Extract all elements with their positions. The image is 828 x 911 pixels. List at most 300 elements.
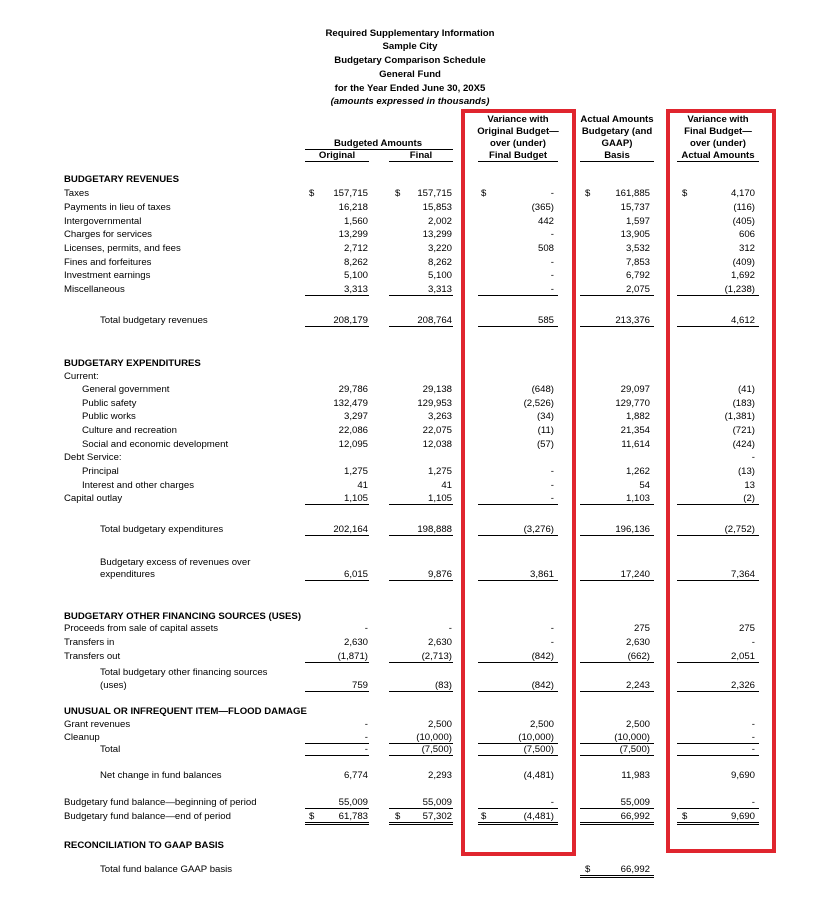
amount-cell: 13,299 [338, 229, 368, 240]
row-label: Grant revenues [64, 719, 131, 730]
table-cell [580, 216, 654, 227]
amount-cell: - [550, 229, 554, 240]
table-cell [305, 719, 369, 730]
table-cell [580, 202, 654, 213]
row-label: Miscellaneous [64, 284, 125, 295]
table-cell [305, 202, 369, 213]
row-label: Proceeds from sale of capital assets [64, 623, 219, 634]
actual-header-line: Basis [580, 150, 654, 162]
variance-final-header-line: Variance with [687, 114, 749, 125]
table-cell [305, 680, 369, 692]
currency-symbol: $ [309, 811, 315, 822]
amount-cell: (2,752) [724, 524, 755, 535]
table-cell [580, 680, 654, 692]
table-cell [389, 284, 453, 296]
table-cell [305, 243, 369, 254]
amount-cell: 15,853 [422, 202, 452, 213]
amount-cell: 55,009 [422, 797, 452, 808]
table-cell [305, 770, 369, 781]
section-heading: BUDGETARY OTHER FINANCING SOURCES (USES) [64, 611, 302, 622]
table-cell [305, 569, 369, 581]
amount-cell: 9,876 [427, 569, 452, 580]
amount-cell: 198,888 [417, 524, 452, 535]
actual-header-line: GAAP) [601, 138, 633, 149]
currency-symbol: $ [395, 811, 401, 822]
amount-cell: 2,293 [427, 770, 452, 781]
amount-cell: 22,086 [338, 425, 368, 436]
amount-cell: 1,105 [427, 493, 452, 504]
amount-cell: (2,526) [523, 398, 554, 409]
amount-cell: 29,138 [422, 384, 452, 395]
row-label: Transfers out [64, 651, 121, 662]
table-cell [389, 732, 453, 744]
amount-cell: 129,770 [615, 398, 650, 409]
table-cell [580, 270, 654, 281]
table-cell [389, 384, 453, 395]
table-cell [389, 493, 453, 505]
original-header: Original [305, 150, 369, 162]
table-cell [305, 411, 369, 422]
row-label: Taxes [64, 188, 90, 199]
currency-symbol: $ [481, 188, 487, 199]
amount-cell: 202,164 [333, 524, 368, 535]
amount-cell: (365) [531, 202, 554, 213]
row-label: Investment earnings [64, 270, 151, 281]
amount-cell: 132,479 [333, 398, 368, 409]
amount-cell: 2,630 [343, 637, 368, 648]
table-cell [389, 243, 453, 254]
table-cell [389, 480, 453, 491]
amount-cell: - [448, 623, 452, 634]
table-cell [389, 719, 453, 730]
table-cell [305, 384, 369, 395]
amount-cell: 2,630 [625, 637, 650, 648]
amount-cell: 3,263 [427, 411, 452, 422]
amount-cell: - [364, 744, 368, 755]
report-title-line: Required Supplementary Information [325, 28, 495, 39]
amount-cell: 6,015 [343, 569, 368, 580]
table-cell [580, 569, 654, 581]
amount-cell: 17,240 [620, 569, 650, 580]
amount-cell: 61,783 [338, 811, 368, 822]
table-cell [305, 811, 369, 825]
section-heading: RECONCILIATION TO GAAP BASIS [64, 840, 224, 851]
amount-cell: (648) [531, 384, 554, 395]
amount-cell: - [550, 188, 554, 199]
currency-symbol: $ [585, 188, 591, 199]
amount-cell: (10,000) [518, 732, 554, 743]
report-title-line: for the Year Ended June 30, 20X5 [334, 83, 486, 94]
amount-cell: 16,218 [338, 202, 368, 213]
table-cell [389, 411, 453, 422]
amount-cell: 606 [738, 229, 755, 240]
amount-cell: 22,075 [422, 425, 452, 436]
amount-cell: 1,560 [343, 216, 368, 227]
amount-cell: 2,500 [625, 719, 650, 730]
row-label: Capital outlay [64, 493, 123, 504]
table-cell [677, 864, 759, 875]
amount-cell: 275 [738, 623, 755, 634]
variance-final-header-line: over (under) [690, 138, 746, 149]
amount-cell: (721) [732, 425, 755, 436]
amount-cell: - [550, 270, 554, 281]
amount-cell: 161,885 [615, 188, 650, 199]
table-cell [305, 466, 369, 477]
amount-cell: - [550, 797, 554, 808]
amount-cell: 55,009 [620, 797, 650, 808]
table-cell [305, 216, 369, 227]
amount-cell: (83) [434, 680, 452, 691]
amount-cell: (842) [531, 651, 554, 662]
amount-cell: (41) [737, 384, 755, 395]
table-cell [305, 229, 369, 240]
amount-cell: (3,276) [523, 524, 554, 535]
amount-cell: (4,481) [523, 770, 554, 781]
variance-original-header-line: Final Budget [478, 150, 558, 162]
currency-symbol: $ [481, 811, 487, 822]
amount-cell: 3,313 [343, 284, 368, 295]
row-label: Intergovernmental [64, 216, 142, 227]
amount-cell: 275 [633, 623, 650, 634]
table-cell [389, 569, 453, 581]
row-label: Current: [64, 371, 99, 382]
table-cell [305, 651, 369, 663]
variance-original-header-line: over (under) [490, 138, 546, 149]
row-label: Public works [82, 411, 136, 422]
table-cell [580, 732, 654, 744]
row-label: expenditures [100, 569, 155, 580]
amount-cell: (34) [536, 411, 554, 422]
amount-cell: 12,038 [422, 439, 452, 450]
table-cell [580, 480, 654, 491]
table-cell [305, 284, 369, 296]
table-cell [305, 398, 369, 409]
currency-symbol: $ [682, 188, 688, 199]
amount-cell: 66,992 [620, 811, 650, 822]
row-label: Net change in fund balances [100, 770, 222, 781]
row-label: Total fund balance GAAP basis [100, 864, 233, 875]
table-cell [305, 637, 369, 648]
amount-cell: - [364, 623, 368, 634]
amount-cell: - [751, 732, 755, 743]
table-cell [389, 398, 453, 409]
amount-cell: 196,136 [615, 524, 650, 535]
amount-cell: - [550, 480, 554, 491]
amount-cell: 157,715 [417, 188, 452, 199]
amount-cell: 157,715 [333, 188, 368, 199]
budgeted-amounts-header: Budgeted Amounts [333, 138, 423, 149]
report-title-line: Budgetary Comparison Schedule [334, 55, 486, 66]
amount-cell: 8,262 [427, 257, 452, 268]
row-label: Payments in lieu of taxes [64, 202, 171, 213]
amount-cell: - [550, 623, 554, 634]
amount-cell: 759 [351, 680, 368, 691]
table-cell [580, 744, 654, 756]
amount-cell: 57,302 [422, 811, 452, 822]
row-label: Interest and other charges [82, 480, 194, 491]
amount-cell: 29,097 [620, 384, 650, 395]
amount-cell: 2,712 [343, 243, 368, 254]
table-cell [389, 797, 453, 809]
amount-cell: - [550, 466, 554, 477]
row-label: Budgetary fund balance—end of period [64, 811, 231, 822]
row-label: Principal [82, 466, 119, 477]
table-cell [580, 623, 654, 634]
amount-cell: 2,051 [730, 651, 755, 662]
report-title-line: General Fund [379, 69, 441, 80]
table-cell [389, 425, 453, 436]
amount-cell: (7,500) [523, 744, 554, 755]
row-label: Public safety [82, 398, 137, 409]
table-cell [580, 315, 654, 327]
amount-cell: (10,000) [614, 732, 650, 743]
amount-cell: 508 [537, 243, 554, 254]
amount-cell: 5,100 [343, 270, 368, 281]
table-cell [580, 452, 654, 463]
table-cell [580, 466, 654, 477]
amount-cell: (2) [743, 493, 755, 504]
amount-cell: 1,882 [625, 411, 650, 422]
amount-cell: 9,690 [730, 811, 755, 822]
final-header: Final [389, 150, 453, 162]
amount-cell: 6,792 [625, 270, 650, 281]
amount-cell: 11,614 [621, 439, 650, 450]
amount-cell: 1,692 [730, 270, 755, 281]
table-cell [389, 651, 453, 663]
amount-cell: (10,000) [416, 732, 452, 743]
table-cell [580, 719, 654, 730]
row-label: Total [100, 744, 121, 755]
amount-cell: 29,786 [338, 384, 368, 395]
row-label: Total budgetary revenues [100, 315, 208, 326]
amount-cell: - [364, 732, 368, 743]
table-cell [305, 623, 369, 634]
row-label: General government [82, 384, 170, 395]
amount-cell: (11) [537, 425, 554, 436]
amount-cell: 2,075 [625, 284, 650, 295]
table-cell [580, 811, 654, 825]
table-cell [580, 524, 654, 536]
table-cell [305, 270, 369, 281]
table-cell [305, 524, 369, 536]
amount-cell: - [751, 744, 755, 755]
table-cell [305, 797, 369, 809]
table-cell [580, 284, 654, 296]
amount-cell: 1,105 [343, 493, 368, 504]
amount-cell: (405) [732, 216, 755, 227]
amount-cell: - [550, 493, 554, 504]
table-cell [389, 270, 453, 281]
amount-cell: (409) [732, 257, 755, 268]
table-cell [389, 315, 453, 327]
variance-original-header-line: Original Budget— [477, 126, 559, 137]
table-cell [305, 493, 369, 505]
amount-cell: 13,905 [620, 229, 650, 240]
table-cell [389, 680, 453, 692]
amount-cell: 1,275 [427, 466, 452, 477]
row-label: Charges for services [64, 229, 152, 240]
amount-cell: 2,002 [427, 216, 452, 227]
amount-cell: 208,179 [333, 315, 368, 326]
amount-cell: 54 [639, 480, 650, 491]
amount-cell: (7,500) [619, 744, 650, 755]
amount-cell: 7,364 [730, 569, 755, 580]
amount-cell: (842) [531, 680, 554, 691]
table-cell [580, 493, 654, 505]
table-cell [389, 637, 453, 648]
section-heading: BUDGETARY EXPENDITURES [64, 358, 201, 369]
amount-cell: - [364, 719, 368, 730]
report-title-line: Sample City [382, 41, 438, 52]
row-label: Total budgetary expenditures [100, 524, 224, 535]
amount-cell: 129,953 [417, 398, 452, 409]
amount-cell: 3,313 [427, 284, 452, 295]
amount-cell: 4,170 [730, 188, 755, 199]
table-cell [580, 864, 654, 878]
amount-cell: 41 [441, 480, 452, 491]
amount-cell: - [751, 452, 755, 463]
variance-final-header-line: Actual Amounts [677, 150, 759, 162]
variance-original-highlight [461, 109, 576, 856]
table-cell [305, 188, 369, 199]
amount-cell: 585 [537, 315, 554, 326]
amount-cell: 3,861 [529, 569, 554, 580]
row-label: Social and economic development [82, 439, 229, 450]
table-cell [580, 637, 654, 648]
amount-cell: 1,597 [625, 216, 650, 227]
amount-cell: 3,297 [343, 411, 368, 422]
variance-final-header-line: Final Budget— [684, 126, 752, 137]
amount-cell: 11,983 [621, 770, 650, 781]
amount-cell: 2,326 [730, 680, 755, 691]
amount-cell: - [550, 637, 554, 648]
table-cell [305, 452, 369, 463]
currency-symbol: $ [585, 864, 591, 875]
table-cell [580, 651, 654, 663]
row-label: Fines and forfeitures [64, 257, 152, 268]
amount-cell: 4,612 [730, 315, 755, 326]
table-cell [580, 243, 654, 254]
amount-cell: (116) [733, 202, 755, 213]
amount-cell: 6,774 [343, 770, 368, 781]
amount-cell: - [751, 637, 755, 648]
table-cell [389, 452, 453, 463]
amount-cell: (1,871) [337, 651, 368, 662]
amount-cell: 1,103 [625, 493, 650, 504]
table-cell [305, 480, 369, 491]
row-label: Transfers in [64, 637, 115, 648]
table-cell [580, 384, 654, 395]
row-label: (uses) [100, 680, 127, 691]
table-cell [389, 229, 453, 240]
row-label: Budgetary excess of revenues over [100, 557, 251, 568]
row-label: Cleanup [64, 732, 100, 743]
section-heading: UNUSUAL OR INFREQUENT ITEM—FLOOD DAMAGE [64, 706, 307, 717]
amount-cell: (57) [536, 439, 554, 450]
table-cell [305, 425, 369, 436]
amount-cell: 21,354 [620, 425, 650, 436]
amount-cell: 41 [357, 480, 368, 491]
table-cell [389, 202, 453, 213]
currency-symbol: $ [395, 188, 401, 199]
amount-cell: 66,992 [620, 864, 650, 875]
amount-cell: 15,737 [620, 202, 650, 213]
table-cell [580, 398, 654, 409]
variance-original-header-line: Variance with [487, 114, 549, 125]
amount-cell: (1,381) [724, 411, 755, 422]
amount-cell: 2,630 [427, 637, 452, 648]
row-label: Total budgetary other financing sources [100, 667, 268, 678]
row-label: Culture and recreation [82, 425, 177, 436]
table-cell [389, 864, 453, 875]
amount-cell: 213,376 [615, 315, 650, 326]
amount-cell: - [550, 257, 554, 268]
table-cell [389, 257, 453, 268]
actual-header-line: Budgetary (and [581, 126, 653, 137]
amount-cell: 442 [537, 216, 554, 227]
amount-cell: 3,220 [427, 243, 452, 254]
amount-cell: (13) [737, 466, 755, 477]
amount-cell: 7,853 [625, 257, 650, 268]
row-label: Budgetary fund balance—beginning of period [64, 797, 257, 808]
amount-cell: (424) [732, 439, 755, 450]
report-title-line: (amounts expressed in thousands) [330, 96, 490, 107]
row-label: Licenses, permits, and fees [64, 243, 181, 254]
amount-cell: 5,100 [427, 270, 452, 281]
table-cell [580, 411, 654, 422]
currency-symbol: $ [682, 811, 688, 822]
table-cell [389, 744, 453, 756]
section-heading: BUDGETARY REVENUES [64, 174, 179, 185]
amount-cell: 208,764 [417, 315, 452, 326]
table-cell [580, 797, 654, 809]
amount-cell: 55,009 [338, 797, 368, 808]
amount-cell: 312 [738, 243, 755, 254]
table-cell [580, 439, 654, 450]
table-cell [305, 439, 369, 450]
amount-cell: (2,713) [421, 651, 452, 662]
table-cell [305, 864, 369, 875]
amount-cell: 12,095 [338, 439, 368, 450]
table-cell [580, 188, 654, 199]
amount-cell: - [550, 284, 554, 295]
actual-header-line: Actual Amounts [580, 114, 654, 125]
amount-cell: 2,500 [427, 719, 452, 730]
table-cell [580, 257, 654, 268]
table-cell [389, 770, 453, 781]
table-cell [305, 744, 369, 756]
currency-symbol: $ [309, 188, 315, 199]
table-cell [580, 229, 654, 240]
amount-cell: - [751, 797, 755, 808]
amount-cell: 1,275 [343, 466, 368, 477]
table-cell [389, 439, 453, 450]
variance-final-highlight [666, 109, 776, 853]
amount-cell: 13 [744, 480, 755, 491]
amount-cell: 2,500 [529, 719, 554, 730]
row-label: Debt Service: [64, 452, 122, 463]
table-cell [389, 216, 453, 227]
amount-cell: 1,262 [625, 466, 650, 477]
amount-cell: (1,238) [724, 284, 755, 295]
amount-cell: (183) [732, 398, 755, 409]
table-cell [580, 770, 654, 781]
amount-cell: 13,299 [422, 229, 452, 240]
table-cell [478, 864, 558, 875]
table-cell [389, 623, 453, 634]
amount-cell: 3,532 [625, 243, 650, 254]
amount-cell: (662) [627, 651, 650, 662]
